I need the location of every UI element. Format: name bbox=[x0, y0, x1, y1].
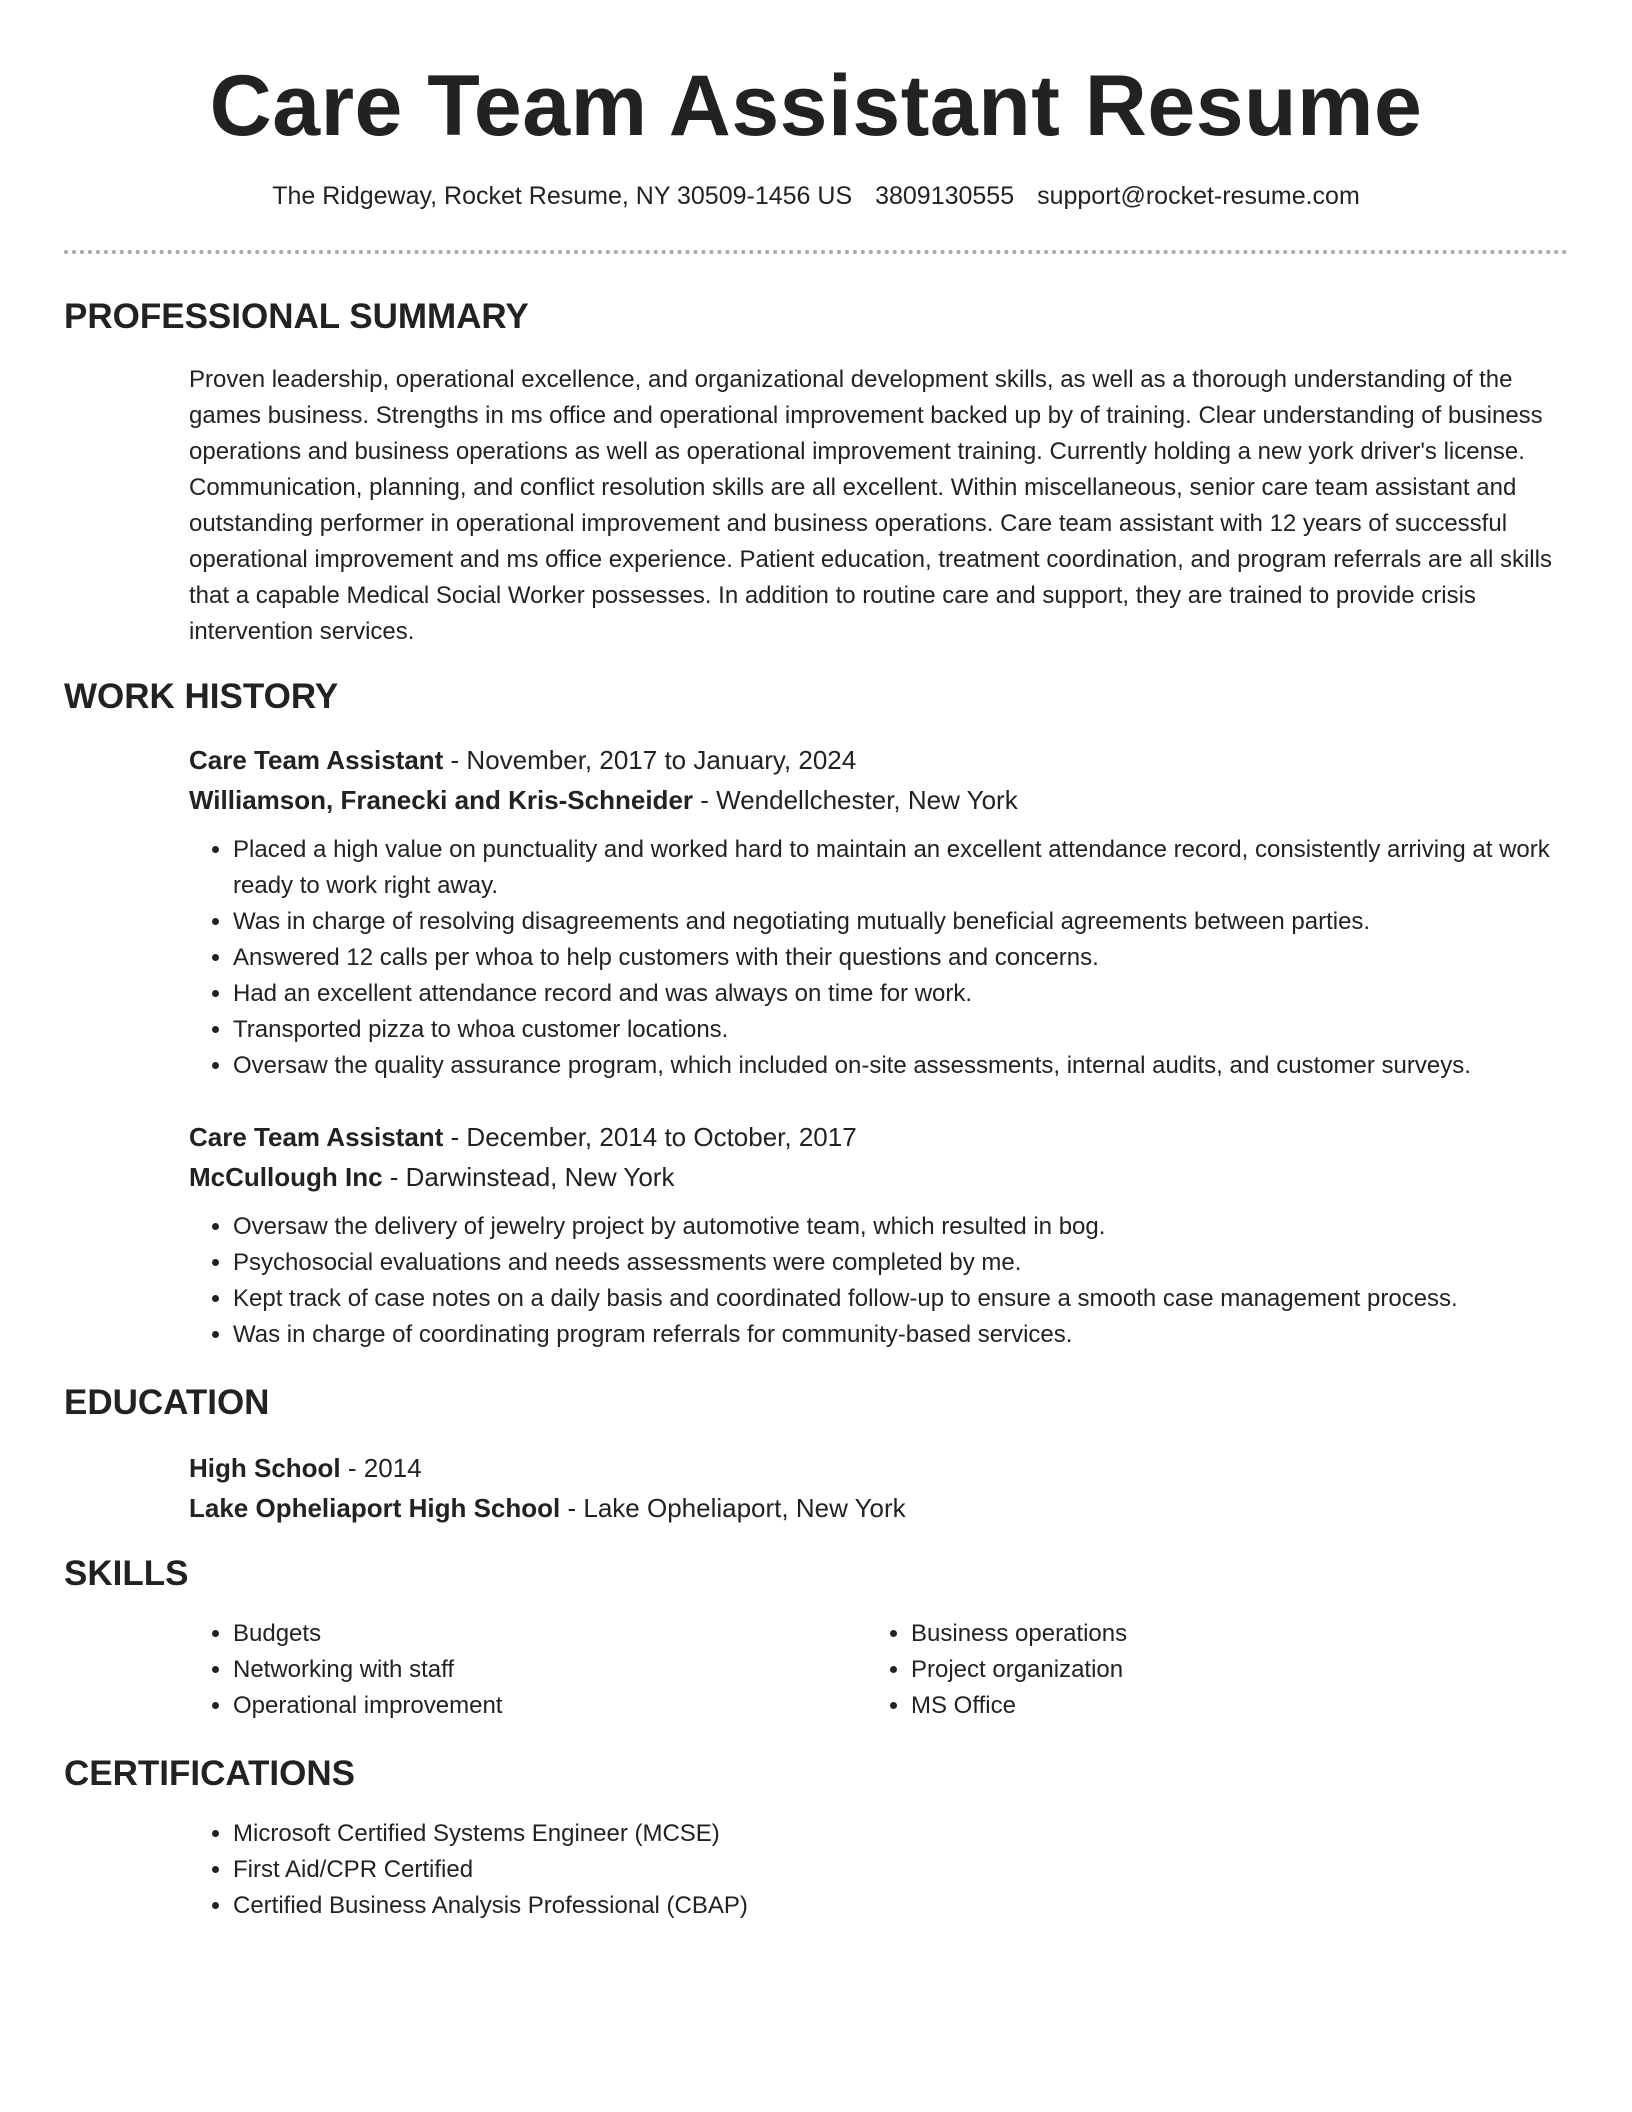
job-title: Care Team Assistant bbox=[189, 1122, 444, 1152]
job-location: - Wendellchester, New York bbox=[693, 785, 1018, 815]
list-item: • Budgets bbox=[233, 1616, 867, 1652]
education-entry bbox=[189, 1448, 1569, 1528]
contact-phone: 3809130555 bbox=[875, 182, 1015, 210]
list-item: • Operational improvement bbox=[233, 1688, 867, 1724]
education-school: Lake Opheliaport High School bbox=[189, 1493, 561, 1523]
list-item: • Was in charge of resolving disagreements and negotiating mutually beneficial agreements between parties. bbox=[233, 904, 1569, 940]
job-company: Williamson, Franecki and Kris-Schneider bbox=[189, 785, 694, 815]
certifications-block bbox=[189, 1816, 1569, 1924]
list-item: • Networking with staff bbox=[233, 1652, 867, 1688]
education-degree-line bbox=[189, 1448, 1569, 1488]
list-item: • Oversaw the delivery of jewelry project by automotive team, which resulted in bog. bbox=[233, 1209, 1569, 1245]
contact-line bbox=[0, 180, 1632, 212]
list-item: • Psychosocial evaluations and needs assessments were completed by me. bbox=[233, 1245, 1569, 1281]
education-location: - Lake Opheliaport, New York bbox=[560, 1493, 906, 1523]
list-item: • Kept track of case notes on a daily basis and coordinated follow-up to ensure a smooth case management process. bbox=[233, 1281, 1569, 1317]
list-item: • Placed a high value on punctuality and worked hard to maintain an excellent attendance record, consistently arriving at work ready to work right away. bbox=[233, 832, 1569, 904]
resume-title: Care Team Assistant Resume bbox=[209, 58, 1423, 154]
list-item: • Project organization bbox=[911, 1652, 1545, 1688]
skills-grid bbox=[189, 1616, 1569, 1724]
contact-email: support@rocket-resume.com bbox=[1037, 182, 1360, 210]
education-year: - 2014 bbox=[340, 1453, 422, 1483]
job-company-line bbox=[189, 1157, 1569, 1197]
summary-block bbox=[189, 362, 1569, 650]
skills-heading: SKILLS bbox=[64, 1554, 189, 1593]
header-divider bbox=[64, 250, 1568, 254]
skills-list-right bbox=[867, 1616, 1545, 1724]
job-title-line bbox=[189, 1117, 1569, 1157]
list-item: • Microsoft Certified Systems Engineer (MCSE) bbox=[233, 1816, 1569, 1852]
job-title-line bbox=[189, 740, 1569, 780]
summary-heading: PROFESSIONAL SUMMARY bbox=[64, 297, 529, 336]
job-company: McCullough Inc bbox=[189, 1162, 383, 1192]
job-dates: - November, 2017 to January, 2024 bbox=[443, 745, 857, 775]
education-school-line bbox=[189, 1488, 1569, 1528]
education-degree: High School bbox=[189, 1453, 341, 1483]
work-heading: WORK HISTORY bbox=[64, 677, 339, 716]
job-location: - Darwinstead, New York bbox=[382, 1162, 675, 1192]
summary-text: Proven leadership, operational excellence, and organizational development skills, as well as a thorough understanding of the games business. Strengths in ms office and operational improvement backed up by of training. Clear understanding of business operations and business operations as well as operational improvement training. Currently holding a new york driver's license. Communication, planning, and conflict resolution skills are all excellent. Within miscellaneous, senior care team assistant and outstanding performer in operational improvement and business operations. Care team assistant with 12 years of successful operational improvement and ms office experience. Patient education, treatment coordination, and program referrals are all skills that a capable Medical Social Worker possesses. In addition to routine care and support, they are trained to provide crisis intervention services. bbox=[189, 366, 1552, 645]
list-item: • Transported pizza to whoa customer locations. bbox=[233, 1012, 1569, 1048]
skills-list-left bbox=[189, 1616, 867, 1724]
certifications-heading: CERTIFICATIONS bbox=[64, 1754, 356, 1793]
job-dates: - December, 2014 to October, 2017 bbox=[443, 1122, 857, 1152]
list-item: • Answered 12 calls per whoa to help customers with their questions and concerns. bbox=[233, 940, 1569, 976]
list-item: • Oversaw the quality assurance program, which included on-site assessments, internal audits, and customer surveys. bbox=[233, 1048, 1569, 1084]
list-item: • Business operations bbox=[911, 1616, 1545, 1652]
job-title: Care Team Assistant bbox=[189, 745, 444, 775]
job-entry bbox=[189, 1117, 1569, 1353]
list-item: • Certified Business Analysis Professional (CBAP) bbox=[233, 1888, 1569, 1924]
job-bullets bbox=[189, 832, 1569, 1084]
job-entry bbox=[189, 740, 1569, 1084]
list-item: • Was in charge of coordinating program referrals for community-based services. bbox=[233, 1317, 1569, 1353]
certifications-list bbox=[189, 1816, 1569, 1924]
education-heading: EDUCATION bbox=[64, 1383, 270, 1422]
job-company-line bbox=[189, 780, 1569, 820]
contact-address: The Ridgeway, Rocket Resume, NY 30509-1456 US bbox=[272, 182, 853, 210]
list-item: • First Aid/CPR Certified bbox=[233, 1852, 1569, 1888]
job-bullets bbox=[189, 1209, 1569, 1353]
list-item: • Had an excellent attendance record and was always on time for work. bbox=[233, 976, 1569, 1012]
list-item: • MS Office bbox=[911, 1688, 1545, 1724]
